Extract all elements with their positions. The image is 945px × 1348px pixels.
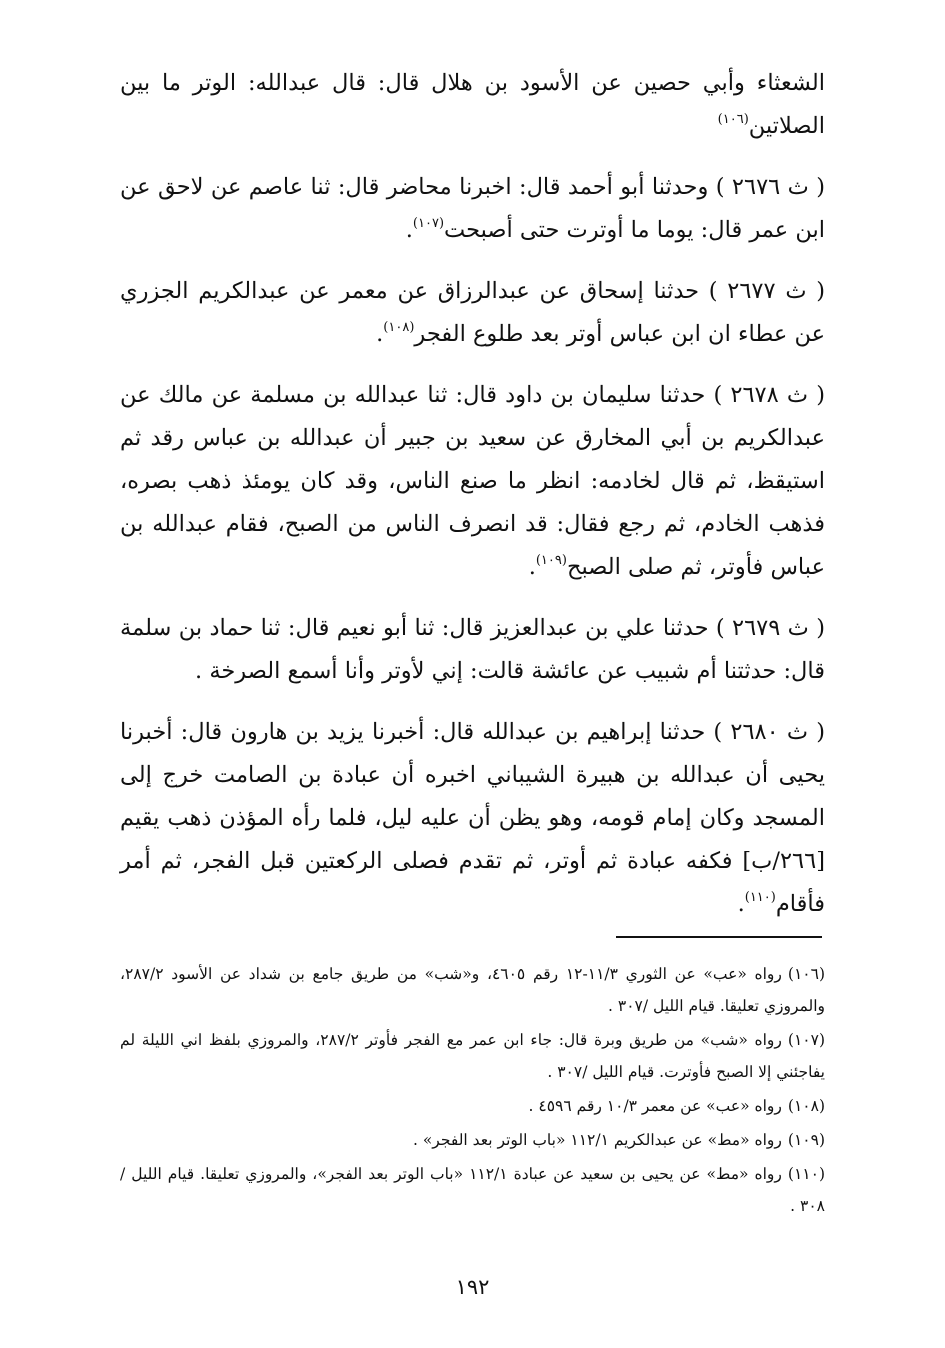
footnote [120, 1158, 825, 1222]
paragraph-end: . [405, 217, 413, 243]
footnote-number: (١٠٩) [787, 1131, 825, 1149]
footnotes-section [120, 958, 825, 1224]
paragraph [120, 607, 825, 693]
paragraph [120, 711, 825, 926]
footnote-marker: (١٠٨) [383, 320, 415, 335]
footnote [120, 958, 825, 1022]
paragraph-text: ( ث ٢٦٧٦ ) وحدثنا أبو أحمد قال: اخبرنا محاضر قال: ثنا عاصم عن لاحق عن ابن عمر قال: يوما ما أوترت حتى أصبحت [120, 174, 825, 243]
main-text [120, 62, 825, 944]
paragraph-end: . [737, 891, 745, 917]
footnote-text: رواه «عب» عن معمر ١٠/٣ رقم ٤٥٩٦ . [528, 1097, 782, 1115]
paragraph-text: ( ث ٢٦٧٧ ) حدثنا إسحاق عن عبدالرزاق عن معمر عن عبدالكريم الجزري عن عطاء ان ابن عباس أوتر بعد طلوع الفجر [120, 278, 825, 347]
footnote-text: رواه «شب» من طريق وبرة قال: جاء ابن عمر مع الفجر فأوتر ٢٨٧/٢، والمروزي بلفظ اني الليلة لم يفاجئني إلا الصبح فأوترت. قيام الليل /٣٠٧ . [120, 1031, 825, 1081]
footnote-text: رواه «مط» عن عبدالكريم ١١٢/١ «باب الوتر بعد الفجر» . [412, 1131, 782, 1149]
footnote-text: رواه «مط» عن يحيى بن سعيد عن عبادة ١١٢/١ «باب الوتر بعد الفجر»، والمروزي تعليقا. قيام الليل /٣٠٨ . [120, 1165, 825, 1215]
paragraph-text: ( ث ٢٦٨٠ ) حدثنا إبراهيم بن عبدالله قال: أخبرنا يزيد بن هارون قال: أخبرنا يحيى أن عبدالله بن هبيرة الشيباني اخبره أن عبادة بن الصامت خرج إلى المسجد وكان إمام قومه، وهو يظن أن عليه ليل، فلما رأه المؤذن ذهب يقيم [٢٦٦/ب] فكفه عبادة ثم أوتر، ثم تقدم فصلى الركعتين قبل الفجر، ثم أمر فأقام [120, 719, 826, 917]
footnote-number: (١١٠) [787, 1165, 825, 1183]
footnote-divider [616, 936, 822, 938]
footnote [120, 1124, 825, 1156]
footnote [120, 1024, 825, 1088]
footnote-number: (١٠٦) [787, 965, 825, 983]
paragraph-text: ( ث ٢٦٧٩ ) حدثنا علي بن عبدالعزيز قال: ثنا أبو نعيم قال: ثنا حماد بن سلمة قال: حدثتنا أم شبيب عن عائشة قالت: إني لأوتر وأنا أسمع الصرخة . [120, 615, 826, 684]
footnote [120, 1090, 825, 1122]
paragraph-text: ( ث ٢٦٧٨ ) حدثنا سليمان بن داود قال: ثنا عبدالله بن مسلمة عن مالك عن عبدالكريم بن أبي المخارق عن سعيد بن جبير أن عبدالله بن عباس رقد ثم استيقظ، ثم قال لخادمه: انظر ما صنع الناس، وقد كان يومئذ ذهب بصره، فذهب الخادم، ثم رجع فقال: قد انصرف الناس من الصبح، فقام عبدالله بن عباس فأوتر، ثم صلى الصبح [120, 382, 825, 580]
footnote-text: رواه «عب» عن الثوري ١١/٣-١٢ رقم ٤٦٠٥، و«شب» من طريق جامع بن شداد عن الأسود ٢٨٧/٢، والمروزي تعليقا. قيام الليل /٣٠٧ . [120, 965, 825, 1015]
paragraph-text: الشعثاء وأبي حصين عن الأسود بن هلال قال: قال عبدالله: الوتر ما بين الصلاتين [120, 70, 825, 139]
page-number: ١٩٢ [455, 1275, 490, 1299]
paragraph [120, 374, 825, 589]
paragraph-end: . [376, 321, 384, 347]
footnote-marker: (١١٠) [744, 890, 776, 905]
footnote-marker: (١٠٦) [717, 112, 749, 127]
footnote-marker: (١٠٩) [535, 553, 567, 568]
paragraph [120, 166, 825, 252]
paragraph [120, 270, 825, 356]
footnote-number: (١٠٨) [787, 1097, 825, 1115]
paragraph-end: . [528, 554, 536, 580]
paragraph [120, 62, 825, 148]
footnote-number: (١٠٧) [787, 1031, 825, 1049]
footnote-marker: (١٠٧) [412, 216, 445, 231]
